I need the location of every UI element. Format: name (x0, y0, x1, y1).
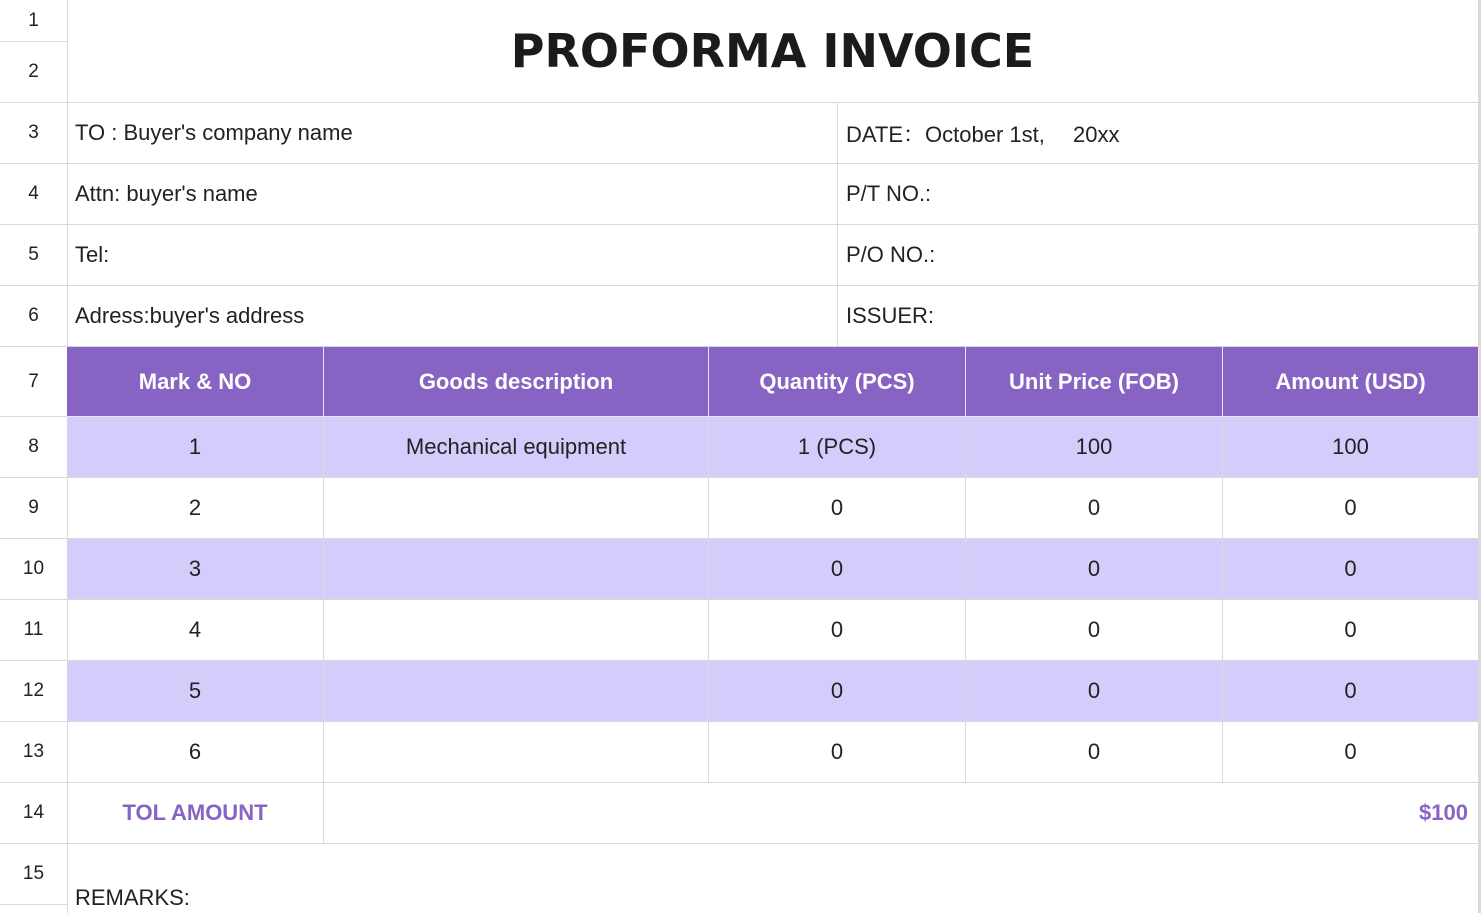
attn-cell[interactable]: Attn: buyer's name (67, 164, 838, 225)
cell-goods-description[interactable]: Mechanical equipment (324, 417, 709, 478)
row-number[interactable]: 9 (0, 478, 67, 539)
address-cell[interactable]: Adress:buyer's address (67, 286, 838, 347)
cell-unit-price[interactable]: 0 (966, 661, 1223, 722)
cell-unit-price[interactable]: 0 (966, 722, 1223, 783)
cell-mark-no[interactable]: 3 (67, 539, 324, 600)
cell-unit-price[interactable]: 0 (966, 478, 1223, 539)
cell-mark-no[interactable]: 2 (67, 478, 324, 539)
tel-cell[interactable]: Tel: (67, 225, 838, 286)
cell-goods-description[interactable] (324, 539, 709, 600)
cell-mark-no[interactable]: 5 (67, 661, 324, 722)
header-mark-no[interactable]: Mark & NO (67, 347, 324, 417)
row-number[interactable]: 2 (0, 42, 67, 103)
row-number[interactable]: 10 (0, 539, 67, 600)
header-amount[interactable]: Amount (USD) (1223, 347, 1479, 417)
row-number[interactable]: 7 (0, 347, 67, 417)
cell-mark-no[interactable]: 4 (67, 600, 324, 661)
cell-amount[interactable]: 100 (1223, 417, 1479, 478)
cell-unit-price[interactable]: 0 (966, 539, 1223, 600)
cell-quantity[interactable]: 0 (709, 722, 966, 783)
cell-goods-description[interactable] (324, 600, 709, 661)
remarks-cell[interactable]: REMARKS: (67, 844, 1479, 913)
header-quantity[interactable]: Quantity (PCS) (709, 347, 966, 417)
cell-mark-no[interactable]: 6 (67, 722, 324, 783)
cell-quantity[interactable]: 0 (709, 661, 966, 722)
row-number[interactable]: 5 (0, 225, 67, 286)
po-no-cell[interactable]: P/O NO.: (838, 225, 1479, 286)
row-number[interactable]: 13 (0, 722, 67, 783)
cell-unit-price[interactable]: 100 (966, 417, 1223, 478)
total-amount-label[interactable]: TOL AMOUNT (67, 783, 324, 844)
header-unit-price[interactable]: Unit Price (FOB) (966, 347, 1223, 417)
row-number[interactable]: 11 (0, 600, 67, 661)
cell-mark-no[interactable]: 1 (67, 417, 324, 478)
row-number[interactable]: 6 (0, 286, 67, 347)
cell-unit-price[interactable]: 0 (966, 600, 1223, 661)
total-amount-value[interactable]: $100 (324, 783, 1479, 844)
row-number[interactable]: 15 (0, 844, 67, 905)
cell-quantity[interactable]: 0 (709, 539, 966, 600)
cell-amount[interactable]: 0 (1223, 661, 1479, 722)
cell-quantity[interactable]: 0 (709, 600, 966, 661)
cell-goods-description[interactable] (324, 478, 709, 539)
cell-quantity[interactable]: 0 (709, 478, 966, 539)
issuer-cell[interactable]: ISSUER: (838, 286, 1479, 347)
to-company-cell[interactable]: TO : Buyer's company name (67, 103, 838, 164)
row-number[interactable]: 8 (0, 417, 67, 478)
header-goods-description[interactable]: Goods description (324, 347, 709, 417)
row-number[interactable]: 4 (0, 164, 67, 225)
row-number[interactable]: 14 (0, 783, 67, 844)
invoice-title[interactable]: PROFORMA INVOICE (67, 0, 1479, 103)
row-number[interactable]: 3 (0, 103, 67, 164)
date-cell[interactable]: DATE：October 1st, 20xx (838, 103, 1479, 164)
cell-amount[interactable]: 0 (1223, 478, 1479, 539)
cell-goods-description[interactable] (324, 722, 709, 783)
cell-amount[interactable]: 0 (1223, 722, 1479, 783)
row-number[interactable]: 1 (0, 0, 67, 42)
cell-quantity[interactable]: 1 (PCS) (709, 417, 966, 478)
pt-no-cell[interactable]: P/T NO.: (838, 164, 1479, 225)
cell-amount[interactable]: 0 (1223, 539, 1479, 600)
cell-goods-description[interactable] (324, 661, 709, 722)
cell-amount[interactable]: 0 (1223, 600, 1479, 661)
row-number[interactable]: 12 (0, 661, 67, 722)
